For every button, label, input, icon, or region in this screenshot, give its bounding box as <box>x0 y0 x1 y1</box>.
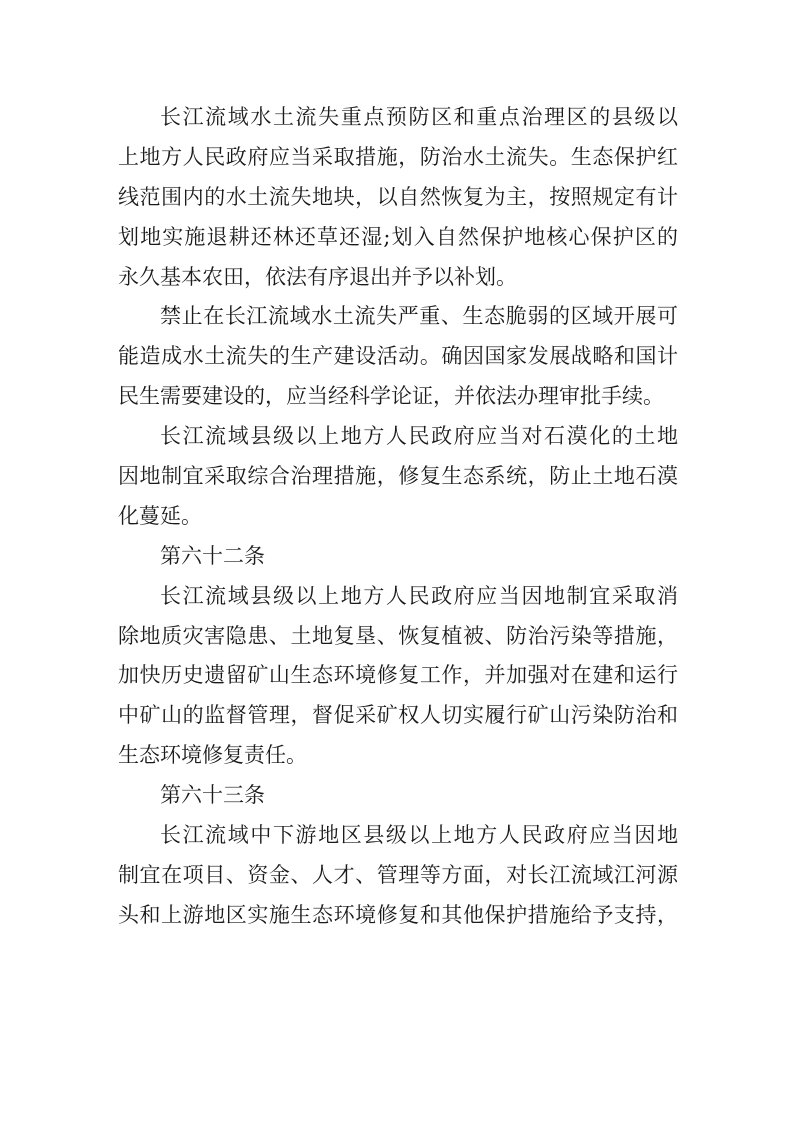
paragraph <box>118 98 678 297</box>
article-heading <box>118 537 678 577</box>
text-line: 化蔓延。 <box>118 503 202 528</box>
text-line: 制宜在项目、资金、人才、管理等方面，对长江流域江河源 <box>118 862 678 887</box>
text-line: 线范围内的水土流失地块，以自然恢复为主，按照规定有计 <box>118 184 678 209</box>
text-line: 长江流域水土流失重点预防区和重点治理区的县级以 <box>160 105 678 129</box>
article-heading <box>118 776 678 816</box>
text-line: 长江流域县级以上地方人民政府应当对石漠化的土地 <box>160 424 678 449</box>
text-line: 长江流域县级以上地方人民政府应当因地制宜采取消 <box>160 583 678 608</box>
paragraph <box>118 577 678 776</box>
text-line: 能造成水土流失的生产建设活动。确因国家发展战略和国计 <box>118 344 678 369</box>
article-heading-text: 第六十二条 <box>160 543 265 568</box>
text-line: 生态环境修复责任。 <box>118 743 307 768</box>
text-line: 划地实施退耕还林还草还湿;划入自然保护地核心保护区的 <box>118 224 678 249</box>
text-line: 上地方人民政府应当采取措施，防治水土流失。生态保护红 <box>118 144 678 169</box>
text-line: 永久基本农田，依法有序退出并予以补划。 <box>118 264 517 289</box>
paragraph <box>118 816 678 936</box>
paragraph <box>118 417 678 537</box>
text-line: 民生需要建设的，应当经科学论证，并依法办理审批手续。 <box>118 384 664 409</box>
text-line: 除地质灾害隐患、土地复垦、恢复植被、防治污染等措施， <box>118 623 678 648</box>
document-body <box>118 98 678 936</box>
text-line: 长江流域中下游地区县级以上地方人民政府应当因地 <box>160 823 678 848</box>
text-line: 禁止在长江流域水土流失严重、生态脆弱的区域开展可 <box>160 304 678 329</box>
article-heading-text: 第六十三条 <box>160 783 265 808</box>
text-line: 头和上游地区实施生态环境修复和其他保护措施给予支持， <box>118 902 678 927</box>
text-line: 加快历史遗留矿山生态环境修复工作，并加强对在建和运行 <box>118 663 678 688</box>
paragraph <box>118 297 678 417</box>
text-line: 中矿山的监督管理，督促采矿权人切实履行矿山污染防治和 <box>118 703 678 728</box>
text-line: 因地制宜采取综合治理措施，修复生态系统，防止土地石漠 <box>118 464 678 489</box>
